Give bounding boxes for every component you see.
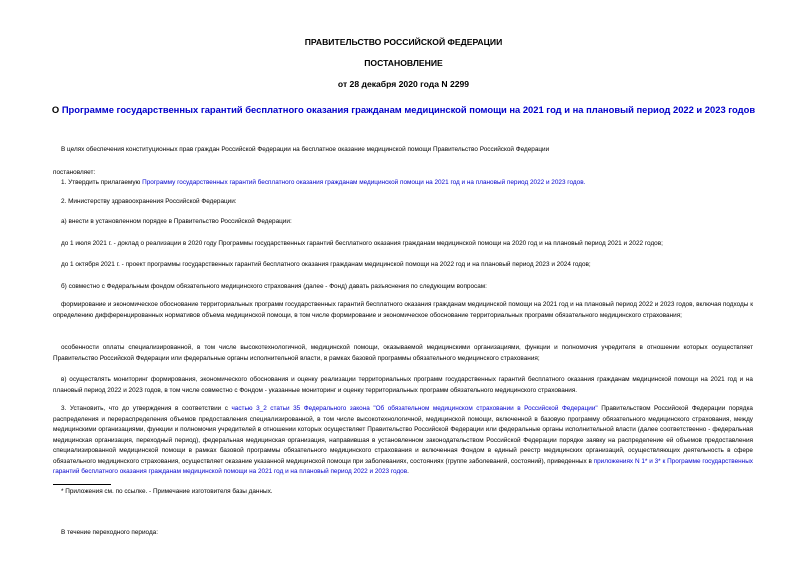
document-title (0, 104, 807, 115)
paragraph-2: 2. Министерству здравоохранения Российской Федерации: (61, 198, 237, 205)
p1-prefix: 1. Утвердить прилагаемую (61, 179, 143, 186)
intro-paragraph: В целях обеспечения конституционных прав граждан Российской Федерации на бесплатное оказание медицинской помощи Правительство Российской Федерации (61, 146, 550, 153)
paragraph-2a-item-1: до 1 июля 2021 г. - доклад о реализации в 2020 году Программы государственных гарантий бесплатного оказания гражданам медицинской помощи на 2020 год и на плановый период 2021 и 2022 годов; (61, 240, 663, 247)
paragraph-1 (61, 177, 761, 188)
p3-text-b: Правительством Российской Федерации порядка распределения и перераспределения объемов предоставления специализированной, в том числе высокотехнологичной, медицинской помощи, включенной в базовую программу обязательного медицинского страхования, между медицинскими организациями, функции и полномочия учредителей в отношении которых осуществляет Правительство Российской Федерации или федеральные органы исполнительной власти (далее соответственно - федеральная медицинская организация, переходный период), федеральная медицинская организация, направившая в установленном законодательством Российской Федерации порядке заявку на распределение ей объемов предоставления специализированной медицинской помощи в рамках базовой программы обязательного медицинского страхования и включенная Фондом в единый реестр медицинских организаций, осуществляющих деятельность в сфере обязательного медицинского страхования, осуществляет оказание указанной медицинской помощи при заболеваниях, состояниях (группе заболеваний, состояний), приведенных в (53, 405, 753, 465)
document-type: ПОСТАНОВЛЕНИЕ (364, 58, 443, 68)
government-heading: ПРАВИТЕЛЬСТВО РОССИЙСКОЙ ФЕДЕРАЦИИ (304, 37, 503, 47)
appendices-link[interactable]: приложениях N 1* и 3* к Программе государственных гарантий бесплатного оказания гражданам медицинской помощи на 2021 год и на плановый период 2022 и 2023 годов (53, 457, 753, 475)
paragraph-2a-item-2: до 1 октября 2021 г. - проект программы государственных гарантий бесплатного оказания гражданам медицинской помощи на 2022 год и на плановый период 2023 и 2024 годов; (61, 261, 591, 268)
p3-text-c: . (407, 468, 409, 475)
decides-text: постановляет: (53, 169, 96, 176)
paragraph-2b-item-1: формирование и экономическое обоснование территориальных программ государственных гарантий бесплатного оказания гражданам медицинской помощи на 2021 год и на плановый период 2022 и 2023 годов, включая подходы к определению дифференцированных нормативов объема медицинской помощи, в том числе формирование и экономическое обоснование территориальных программ обязательного медицинского страхования; (53, 301, 753, 319)
transition-paragraph: В течение переходного периода: (61, 529, 159, 536)
paragraph-3 (53, 404, 753, 478)
footnote-separator (53, 484, 111, 485)
paragraph-2b: б) совместно с Федеральным фондом обязательного медицинского страхования (далее - Фонд) давать разъяснения по следующим вопросам: (61, 283, 487, 290)
footnote: * Приложения см. по ссылке. - Примечание изготовителя базы данных. (61, 488, 273, 495)
federal-law-link[interactable]: частью 3_2 статьи 35 Федерального закона "Об обязательном медицинском страховании в Российской Федерации" (231, 405, 598, 412)
paragraph-2c: в) осуществлять мониторинг формирования, экономического обоснования и оценку реализации территориальных программ государственных гарантий бесплатного оказания гражданам медицинской помощи на 2021 год и на плановый период 2022 и 2023 годов, в том числе совместно с Фондом - указанные мониторинг и оценку территориальных программ обязательного медицинского страхования. (53, 376, 753, 394)
paragraph-2a: а) внести в установленном порядке в Правительство Российской Федерации: (61, 218, 292, 225)
title-link[interactable]: Программе государственных гарантий бесплатного оказания гражданам медицинской помощи на 2021 год и на плановый период 2022 и 2023 годов (61, 104, 756, 115)
title-prefix: О (51, 104, 62, 115)
document-date: от 28 декабря 2020 года N 2299 (337, 79, 470, 89)
program-link[interactable]: Программу государственных гарантий бесплатного оказания гражданам медицинской помощи на 2021 год и на плановый период 2022 и 2023 годов. (142, 179, 586, 186)
paragraph-2b-item-2: особенности оплаты специализированной, в том числе высокотехнологичной, медицинской помощи, оказываемой медицинскими организациями, функции и полномочия учредителя в отношении которых осуществляет Правительство Российской Федерации или федеральные органы исполнительной власти, в рамках базовой программы обязательного медицинского страхования; (53, 344, 753, 362)
p3-text-a: 3. Установить, что до утверждения в соответствии с (61, 405, 232, 412)
